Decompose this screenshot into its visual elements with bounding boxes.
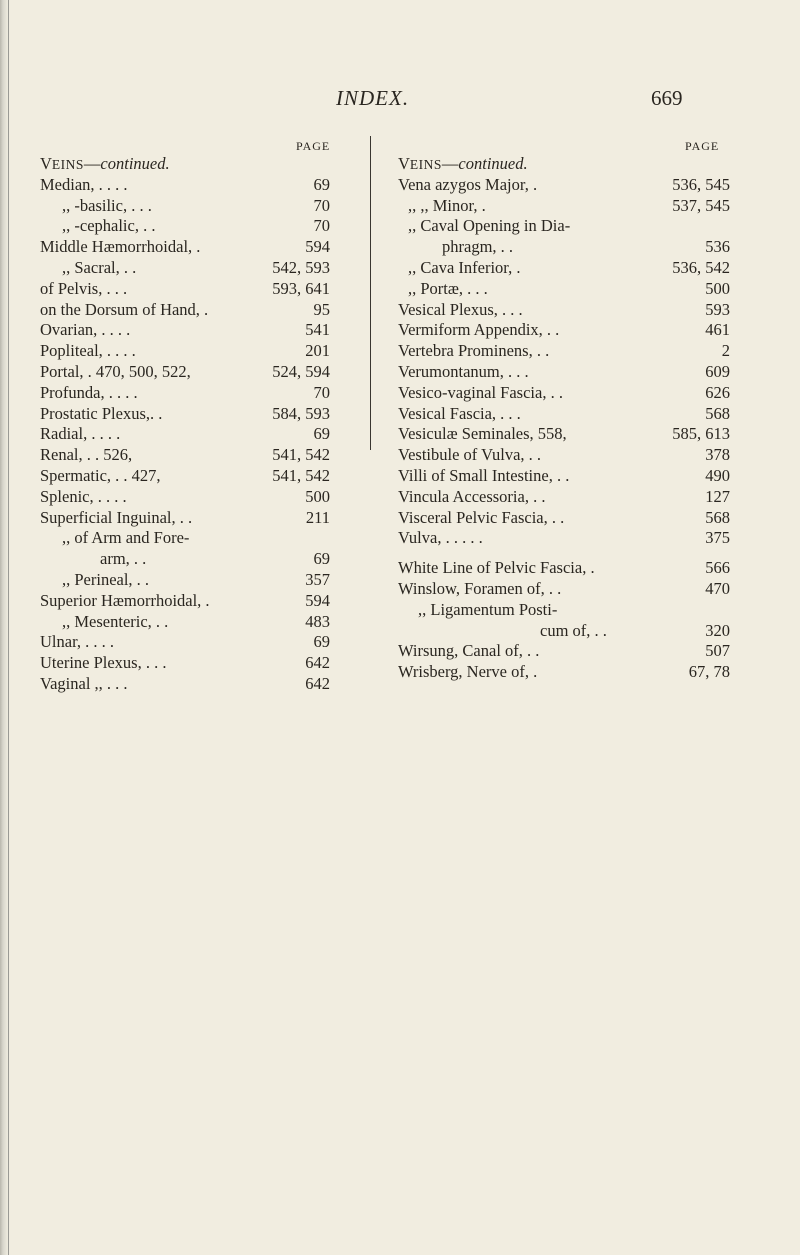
entry-pages: 584, 593 [272,403,330,423]
entry-pages: 500 [705,278,730,298]
entry-term: Vesical Fascia, . . . [398,403,521,423]
entry-pages: 70 [313,216,330,236]
entry-pages: 642 [305,673,330,693]
index-entry [0,558,730,579]
entry-pages: 568 [705,403,730,423]
entry-pages: 594 [305,237,330,257]
entry-term: ,, Caval Opening in Dia- [408,216,571,236]
index-entry [0,662,730,683]
left-heading: VEINS—continued. [40,154,170,173]
entry-pages: 69 [313,174,330,194]
entry-term: Popliteal, . . . . [40,341,136,361]
entry-term: Vestibule of Vulva, . . [398,445,542,465]
entry-term: on the Dorsum of Hand, . [40,299,209,319]
entry-term: Splenic, . . . . [40,486,127,506]
entry-term: Visceral Pelvic Fascia, . . [398,507,565,527]
entry-term: cum of, . . [540,620,607,640]
index-entry [0,621,730,642]
index-entry [0,528,730,549]
index-entry [0,196,730,217]
right-page-label: PAGE [685,139,720,153]
entry-pages: 642 [305,653,330,673]
entry-term: Vincula Accessoria, . . [398,486,546,506]
entry-term: Vesico-vaginal Fascia, . . [398,382,563,402]
entry-term: Ulnar, . . . . [40,632,115,652]
entry-term: Spermatic, . . 427, [40,465,161,485]
entry-term: phragm, . . [442,237,514,257]
entry-pages: 537, 545 [672,195,730,215]
entry-term: ,, -basilic, . . . [62,195,152,215]
index-entry [0,508,730,529]
entry-pages: 566 [705,558,730,578]
entry-term: Wirsung, Canal of, . . [398,641,540,661]
entry-pages: 70 [313,195,330,215]
entry-term: ,, Portæ, . . . [408,278,488,298]
entry-term: Profunda, . . . . [40,382,138,402]
index-entry [0,175,730,196]
entry-pages: 95 [313,299,330,319]
entry-term: of Pelvis, . . . [40,278,128,298]
entry-term: Ovarian, . . . . [40,320,131,340]
entry-term: Winslow, Foramen of, . . [398,578,562,598]
entry-term: Villi of Small Intestine, . . [398,465,570,485]
entry-term: ,, Cava Inferior, . [408,257,521,277]
index-entry [0,383,730,404]
entry-term: Vesical Plexus, . . . [398,299,523,319]
entry-pages: 375 [705,528,730,548]
section-spacer [0,549,730,558]
entry-term: Vena azygos Major, . [398,174,538,194]
entry-pages: 483 [305,611,330,631]
index-entry [0,424,730,445]
entry-pages: 320 [705,620,730,640]
entry-pages: 461 [705,320,730,340]
entry-term: arm, . . [100,549,147,569]
entry-pages: 69 [313,632,330,652]
entry-term: Vermiform Appendix, . . [398,320,560,340]
entry-term: Vulva, . . . . . [398,528,483,548]
entry-pages: 609 [705,361,730,381]
entry-pages: 536, 542 [672,257,730,277]
entry-pages: 593, 641 [272,278,330,298]
index-entry [0,487,730,508]
entry-term: ,, Sacral, . . [62,257,137,277]
index-entry [0,216,730,237]
entry-pages: 127 [705,486,730,506]
entry-pages: 626 [705,382,730,402]
entry-term: Verumontanum, . . . [398,361,529,381]
entry-pages: 542, 593 [272,257,330,277]
entry-pages: 593 [705,299,730,319]
entry-term: Prostatic Plexus,. . [40,403,163,423]
entry-pages: 541, 542 [272,465,330,485]
entry-pages: 69 [313,549,330,569]
entry-pages: 568 [705,507,730,527]
right-heading: VEINS—continued. [398,154,528,173]
index-entry [0,320,730,341]
entry-pages: 2 [721,341,730,361]
entry-pages: 507 [705,641,730,661]
entry-term: Vesiculæ Seminales, 558, [398,424,567,444]
entry-pages: 201 [305,341,330,361]
entry-pages: 490 [705,465,730,485]
running-title: INDEX. [336,86,410,110]
entry-pages: 541, 542 [272,445,330,465]
entry-pages: 470 [705,578,730,598]
entry-term: ,, Perineal, . . [62,569,150,589]
index-entry [0,341,730,362]
index-entry [0,600,730,621]
entry-pages: 378 [705,445,730,465]
index-entry [0,300,730,321]
entry-pages: 211 [305,507,330,527]
index-entry [0,237,730,258]
entry-pages: 585, 613 [672,424,730,444]
entry-term: ,, Ligamentum Posti- [418,599,558,619]
entry-pages: 541 [305,320,330,340]
entry-term: Superficial Inguinal, . . [40,507,193,527]
index-entry [0,641,730,662]
index-entry [0,579,730,600]
entry-pages: 524, 594 [272,361,330,381]
left-page-label: PAGE [296,139,331,153]
entry-term: Portal, . 470, 500, 522, [40,361,191,381]
entry-term: Median, . . . . [40,174,128,194]
entry-pages: 536 [705,237,730,257]
index-entry [0,258,730,279]
entry-pages: 536, 545 [672,174,730,194]
entry-term: White Line of Pelvic Fascia, . [398,558,595,578]
index-entry [0,279,730,300]
entry-pages: 70 [313,382,330,402]
entry-pages: 357 [305,569,330,589]
entry-pages: 500 [305,486,330,506]
entry-term: ,, ,, Minor, . [408,195,486,215]
index-entry [0,362,730,383]
entry-pages: 69 [313,424,330,444]
page-number: 669 [651,86,683,110]
index-entry [0,466,730,487]
entry-term: Radial, . . . . [40,424,121,444]
entry-term: Vertebra Prominens, . . [398,341,550,361]
entry-term: ,, Mesenteric, . . [62,611,169,631]
entry-pages: 594 [305,590,330,610]
entry-pages: 67, 78 [688,662,730,682]
entry-term: Vaginal ,, . . . [40,673,128,693]
entry-term: Uterine Plexus, . . . [40,653,167,673]
entry-term: ,, -cephalic, . . [62,216,156,236]
entry-term: ,, of Arm and Fore- [62,528,190,548]
entry-term: Middle Hæmorrhoidal, . [40,237,201,257]
index-entry [0,404,730,425]
index-entry [0,445,730,466]
entry-term: Wrisberg, Nerve of, . [398,662,538,682]
entry-term: Renal, . . 526, [40,445,133,465]
right-index-column [0,154,730,683]
entry-term: Superior Hæmorrhoidal, . [40,590,210,610]
